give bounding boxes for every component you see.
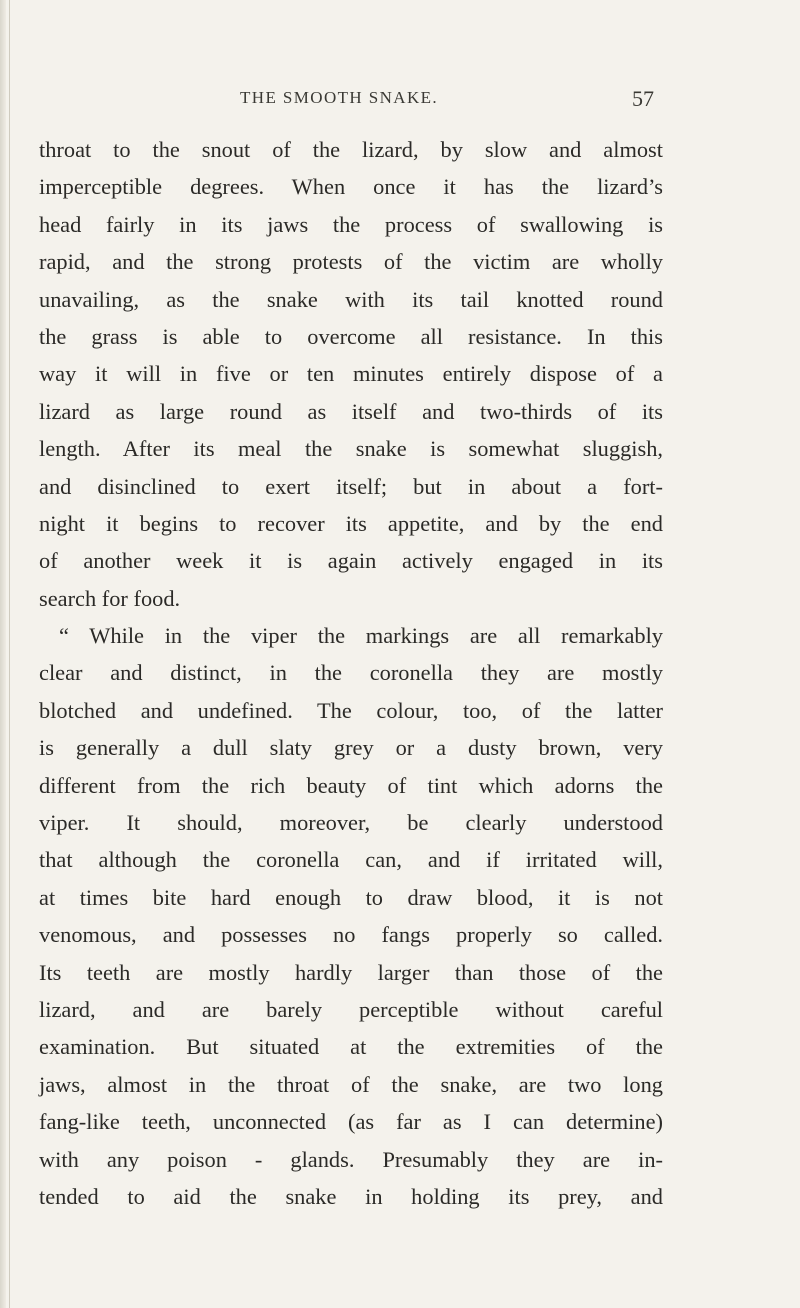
body-text (39, 131, 663, 1215)
text-line: clear and distinct, in the coronella they are mostly (39, 660, 663, 686)
text-line: jaws, almost in the throat of the snake, are two long (39, 1071, 663, 1097)
text-line: lizard as large round as itself and two-thirds of its (39, 398, 663, 424)
text-line: lizard, and are barely perceptible without careful (39, 996, 663, 1022)
text-line: and disinclined to exert itself; but in about a fort- (39, 473, 663, 499)
page-left-edge-line (9, 0, 10, 1308)
text-line: blotched and undefined. The colour, too, of the latter (39, 697, 663, 723)
text-line: night it begins to recover its appetite, and by the end (39, 510, 663, 536)
page-number: 57 (632, 86, 654, 111)
text-line: way it will in five or ten minutes entirely dispose of a (39, 361, 663, 387)
text-line: the grass is able to overcome all resistance. In this (39, 323, 663, 349)
text-line: with any poison - glands. Presumably they are in- (39, 1146, 663, 1172)
text-line: of another week it is again actively engaged in its (39, 548, 663, 574)
text-line: viper. It should, moreover, be clearly understood (39, 810, 663, 836)
running-title: THE SMOOTH SNAKE. (240, 88, 439, 107)
text-line: head fairly in its jaws the process of swallowing is (39, 211, 663, 237)
text-line: rapid, and the strong protests of the victim are wholly (39, 249, 663, 275)
text-line: tended to aid the snake in holding its prey, and (39, 1183, 663, 1209)
text-line: at times bite hard enough to draw blood, it is not (39, 884, 663, 910)
text-line: length. After its meal the snake is somewhat sluggish, (39, 436, 663, 462)
running-header (0, 88, 800, 114)
paragraph-end-line: search for food. (39, 585, 181, 611)
text-line: venomous, and possesses no fangs properly so called. (39, 922, 663, 948)
text-line: imperceptible degrees. When once it has the lizard’s (39, 174, 663, 200)
text-line: examination. But situated at the extremities of the (39, 1034, 663, 1060)
text-line: is generally a dull slaty grey or a dusty brown, very (39, 735, 663, 761)
text-line: Its teeth are mostly hardly larger than those of the (39, 959, 663, 985)
text-line: that although the coronella can, and if irritated will, (39, 847, 663, 873)
text-line: unavailing, as the snake with its tail knotted round (39, 286, 663, 312)
text-line: fang-like teeth, unconnected (as far as I can determine) (39, 1109, 663, 1135)
paragraph-start-line: “ While in the viper the markings are all remarkably (59, 623, 663, 649)
page-gutter-shadow (0, 0, 6, 1308)
text-line: different from the rich beauty of tint which adorns the (39, 772, 663, 798)
text-line: throat to the snout of the lizard, by slow and almost (39, 137, 663, 162)
